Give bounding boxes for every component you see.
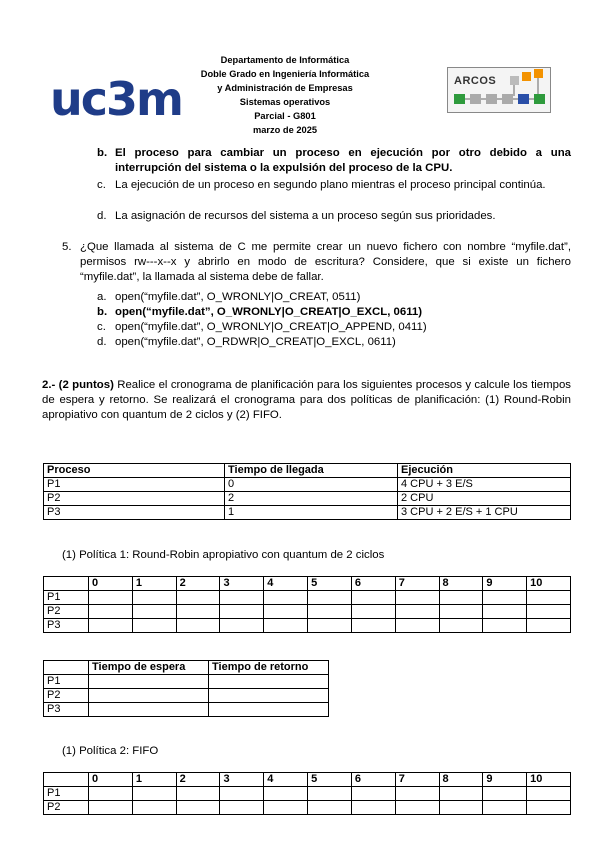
table-cell[interactable] (351, 605, 395, 619)
q4-option-d: La asignación de recursos del sistema a un proceso según sus prioridades. (115, 210, 496, 222)
table-cell[interactable] (176, 591, 220, 605)
table-cell[interactable] (395, 591, 439, 605)
table-header-row (44, 577, 571, 591)
table-header: 10 (527, 773, 571, 787)
arcos-label: ARCOS (454, 75, 497, 87)
table-row (44, 506, 571, 520)
table-header: 7 (395, 577, 439, 591)
table-cell[interactable] (176, 619, 220, 633)
table-header: 8 (439, 773, 483, 787)
table-header: 8 (439, 577, 483, 591)
q5-option-d: open(“myfile.dat”, O_RDWR|O_CREAT|O_EXCL, 0611) (115, 336, 396, 348)
table-header: Proceso (44, 464, 225, 478)
table-row (44, 801, 571, 815)
table-header: 7 (395, 773, 439, 787)
table-cell[interactable] (264, 801, 308, 815)
table-cell[interactable] (89, 591, 133, 605)
table-header: 0 (89, 577, 133, 591)
table-cell: 1 (225, 506, 398, 520)
table-header (44, 773, 89, 787)
table-row (44, 478, 571, 492)
table-cell[interactable] (527, 591, 571, 605)
table-cell[interactable] (132, 619, 176, 633)
table-cell[interactable] (351, 591, 395, 605)
policy1-timeline-table (43, 576, 571, 633)
table-cell[interactable] (89, 787, 133, 801)
q5-option-b: open(“myfile.dat”, O_WRONLY|O_CREAT|O_EXCL, 0611) (115, 306, 423, 318)
header-line: Parcial - G801 (254, 111, 316, 121)
table-row (44, 605, 571, 619)
times-table (43, 660, 329, 717)
table-header-row (44, 773, 571, 787)
table-cell: P1 (44, 478, 225, 492)
table-header: 4 (264, 773, 308, 787)
table-cell[interactable] (220, 619, 264, 633)
table-cell[interactable] (439, 619, 483, 633)
header-line: Doble Grado en Ingeniería Informática (200, 69, 370, 79)
table-cell: P2 (44, 492, 225, 506)
table-cell[interactable] (89, 801, 133, 815)
table-header: 9 (483, 773, 527, 787)
table-header-row (44, 661, 329, 675)
table-cell[interactable] (89, 619, 133, 633)
table-cell[interactable] (308, 619, 352, 633)
table-row (44, 591, 571, 605)
table-header: 9 (483, 577, 527, 591)
table-cell[interactable] (132, 801, 176, 815)
table-row (44, 703, 329, 717)
table-row (44, 619, 571, 633)
table-cell[interactable] (351, 787, 395, 801)
table-cell[interactable] (395, 619, 439, 633)
table-cell[interactable] (351, 619, 395, 633)
q4-option-b: El proceso para cambiar un proceso en ejecución por otro debido a una interrupción del sistema o la expulsión del proceso de la CPU. (115, 147, 571, 174)
table-cell[interactable] (439, 801, 483, 815)
table-cell[interactable] (483, 619, 527, 633)
table-cell[interactable] (132, 787, 176, 801)
table-cell[interactable] (89, 605, 133, 619)
table-header: 6 (351, 773, 395, 787)
table-cell[interactable] (220, 801, 264, 815)
header-line: y Administración de Empresas (217, 83, 353, 93)
q5-option-a: open(“myfile.dat”, O_WRONLY|O_CREAT, 0511) (115, 291, 361, 303)
uc3m-logo: uc3m (50, 72, 182, 126)
header-line: Sistemas operativos (239, 97, 331, 107)
table-cell[interactable] (527, 787, 571, 801)
q4-option-c: La ejecución de un proceso en segundo plano mientras el proceso principal continúa. (115, 179, 546, 191)
table-header-row (44, 464, 571, 478)
table-header: Tiempo de retorno (209, 661, 329, 675)
table-cell[interactable] (439, 605, 483, 619)
table-header: 2 (176, 577, 220, 591)
table-row (44, 787, 571, 801)
table-header: 2 (176, 773, 220, 787)
q5-option-letter: a. (97, 291, 107, 303)
table-cell[interactable] (220, 787, 264, 801)
table-header: 1 (132, 577, 176, 591)
table-header: 1 (132, 773, 176, 787)
table-cell[interactable] (527, 605, 571, 619)
table-cell: 0 (225, 478, 398, 492)
row-label: P2 (44, 689, 89, 703)
row-label: P3 (44, 619, 89, 633)
row-label: P3 (44, 703, 89, 717)
table-cell[interactable] (176, 787, 220, 801)
table-cell[interactable] (483, 591, 527, 605)
table-header: 5 (308, 773, 352, 787)
policy2-title: (1) Política 2: FIFO (62, 745, 159, 757)
table-cell[interactable] (527, 619, 571, 633)
table-cell[interactable] (483, 787, 527, 801)
arcos-logo (447, 67, 551, 113)
table-cell[interactable] (395, 787, 439, 801)
table-cell[interactable] (176, 801, 220, 815)
table-cell[interactable] (209, 689, 329, 703)
table-cell[interactable] (264, 787, 308, 801)
q5-option-c: open(“myfile.dat”, O_WRONLY|O_CREAT|O_APPEND, 0411) (115, 321, 427, 333)
table-cell[interactable] (89, 675, 209, 689)
table-header: 0 (89, 773, 133, 787)
table-cell[interactable] (439, 591, 483, 605)
table-header: 3 (220, 773, 264, 787)
q4-option-letter: c. (97, 179, 106, 191)
table-header (44, 577, 89, 591)
row-label: P2 (44, 605, 89, 619)
table-cell[interactable] (264, 605, 308, 619)
policy2-timeline-table (43, 772, 571, 815)
q4-option-letter: d. (97, 210, 107, 222)
table-header: 10 (527, 577, 571, 591)
table-cell[interactable] (308, 591, 352, 605)
document-header (180, 53, 390, 137)
table-cell[interactable] (308, 605, 352, 619)
table-cell[interactable] (209, 675, 329, 689)
process-table (43, 463, 571, 520)
table-row (44, 689, 329, 703)
table-cell[interactable] (220, 591, 264, 605)
header-line: Departamento de Informática (220, 55, 350, 65)
table-cell: 2 CPU (398, 492, 571, 506)
q4-option-letter: b. (97, 147, 108, 159)
section2-text: Realice el cronograma de planificación para los siguientes procesos y calcule los tiempos de espera y retorno. Se realizará el cronograma para dos políticas de planificación: (1) Round-Robin apropiativo con quantum de 2 ciclos y (2) FIFO. (42, 379, 571, 421)
table-cell: 3 CPU + 2 E/S + 1 CPU (398, 506, 571, 520)
table-header: 3 (220, 577, 264, 591)
header-line: marzo de 2025 (252, 125, 318, 135)
q5-option-letter: d. (97, 336, 107, 348)
table-cell[interactable] (483, 605, 527, 619)
table-cell[interactable] (220, 605, 264, 619)
row-label: P1 (44, 787, 89, 801)
table-cell[interactable] (264, 591, 308, 605)
section2-statement (42, 378, 571, 423)
table-header: 6 (351, 577, 395, 591)
table-header: 5 (308, 577, 352, 591)
table-header: 4 (264, 577, 308, 591)
table-row (44, 492, 571, 506)
table-cell[interactable] (132, 591, 176, 605)
table-cell: P3 (44, 506, 225, 520)
row-label: P1 (44, 591, 89, 605)
table-header (44, 661, 89, 675)
table-cell[interactable] (89, 689, 209, 703)
table-cell: 4 CPU + 3 E/S (398, 478, 571, 492)
table-cell[interactable] (264, 619, 308, 633)
table-cell[interactable] (395, 801, 439, 815)
table-cell[interactable] (395, 605, 439, 619)
table-cell[interactable] (483, 801, 527, 815)
q5-question: ¿Que llamada al sistema de C me permite crear un nuevo fichero con nombre “myfile.dat”, permisos rw---x--x y abrirlo en modo de escritura? Considere, que si existe un fichero “myfile.dat”, la llamada al sistema debe de fallar. (80, 241, 571, 283)
table-cell: 2 (225, 492, 398, 506)
table-header: Tiempo de llegada (225, 464, 398, 478)
table-cell[interactable] (308, 787, 352, 801)
table-cell[interactable] (308, 801, 352, 815)
q5-option-letter: c. (97, 321, 106, 333)
table-cell[interactable] (439, 787, 483, 801)
row-label: P1 (44, 675, 89, 689)
row-label: P2 (44, 801, 89, 815)
table-cell[interactable] (132, 605, 176, 619)
policy1-title: (1) Política 1: Round-Robin apropiativo con quantum de 2 ciclos (62, 549, 385, 561)
section2-label: 2.- (2 puntos) (42, 379, 114, 391)
table-header: Tiempo de espera (89, 661, 209, 675)
table-cell[interactable] (351, 801, 395, 815)
table-cell[interactable] (176, 605, 220, 619)
table-cell[interactable] (89, 703, 209, 717)
q5-number: 5. (62, 241, 72, 253)
table-header: Ejecución (398, 464, 571, 478)
table-cell[interactable] (209, 703, 329, 717)
table-row (44, 675, 329, 689)
q5-option-letter: b. (97, 306, 108, 318)
table-cell[interactable] (527, 801, 571, 815)
